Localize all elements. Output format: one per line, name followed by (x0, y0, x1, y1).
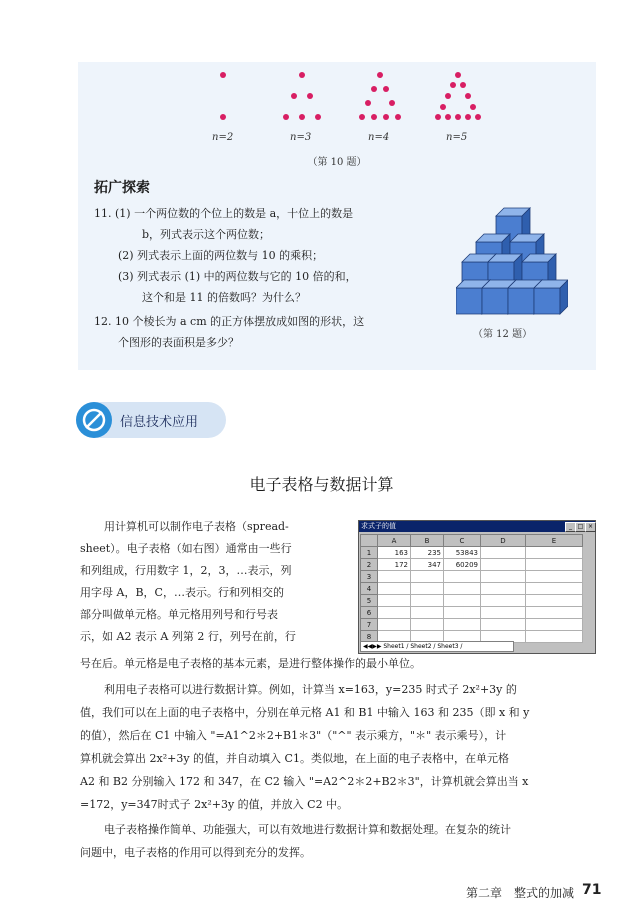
cell (411, 583, 444, 595)
text-line: 利用电子表格可以进行数据计算。例如，计算当 x=163，y=235 时式子 2x²+3y 的 (104, 683, 517, 696)
dot (395, 114, 401, 120)
close-icon: × (585, 522, 596, 532)
cell (526, 619, 583, 631)
dot (475, 114, 481, 120)
row-header: 5 (361, 595, 378, 607)
cell (444, 571, 481, 583)
dot (307, 93, 313, 99)
dot (460, 82, 466, 88)
dot (371, 86, 377, 92)
figure-10-caption: （第 10 题） (307, 157, 367, 168)
cell (526, 595, 583, 607)
figure-label: n=5 (446, 132, 468, 143)
text-line: 和列组成，行用数字 1，2，3，…表示，列 (80, 564, 292, 577)
cell (444, 595, 481, 607)
sheet-tabs: ◀◀▶▶ Sheet1 / Sheet2 / Sheet3 / (360, 641, 514, 652)
cell (526, 631, 583, 643)
dot (455, 72, 461, 78)
cell: 235 (411, 547, 444, 559)
dot (377, 72, 383, 78)
cell (444, 583, 481, 595)
text-line: 问题中，电子表格的作用可以得到充分的发挥。 (80, 846, 311, 859)
column-header: C (444, 535, 481, 547)
cell: 60209 (444, 559, 481, 571)
row-header: 6 (361, 607, 378, 619)
chapter-footer: 第二章 整式的加减 (466, 886, 575, 900)
figure-label: n=2 (212, 132, 234, 143)
text-line: 示，如 A2 表示 A 列第 2 行，列号在前，行 (80, 630, 296, 643)
cell (378, 571, 411, 583)
spreadsheet-figure (358, 520, 596, 654)
figure-label: n=4 (368, 132, 390, 143)
cell (378, 583, 411, 595)
figure-12-caption: （第 12 题） (473, 329, 533, 340)
dot (440, 104, 446, 110)
page-number: 71 (582, 882, 602, 898)
dot (450, 82, 456, 88)
cell: 163 (378, 547, 411, 559)
problem-line: 个图形的表面积是多少？ (118, 336, 239, 349)
explore-heading: 拓广探索 (94, 180, 150, 196)
corner-cell (361, 535, 378, 547)
maximize-icon: □ (575, 522, 586, 532)
dot (389, 100, 395, 106)
row-header: 1 (361, 547, 378, 559)
figure-label: n=3 (290, 132, 312, 143)
cell (481, 559, 526, 571)
cell (411, 571, 444, 583)
text-line: 用计算机可以制作电子表格（spread- (104, 520, 289, 533)
dot (371, 114, 377, 120)
problem-line: 这个和是 11 的倍数吗？为什么？ (142, 291, 306, 304)
dot (299, 114, 305, 120)
cell (526, 559, 583, 571)
text-line: 号在后。单元格是电子表格的基本元素，是进行整体操作的最小单位。 (80, 657, 421, 670)
column-header: D (481, 535, 526, 547)
dot (465, 93, 471, 99)
column-header: A (378, 535, 411, 547)
cell (378, 619, 411, 631)
dot (220, 72, 226, 78)
cell (411, 619, 444, 631)
cell (526, 583, 583, 595)
cell (526, 571, 583, 583)
cell (378, 607, 411, 619)
cell: 172 (378, 559, 411, 571)
spreadsheet-title: 求式子的值 (359, 521, 595, 532)
cell (526, 547, 583, 559)
text-line: 部分叫做单元格。单元格用列号和行号表 (80, 608, 278, 621)
cell (444, 607, 481, 619)
dot (365, 100, 371, 106)
text-line: A2 和 B2 分别输入 172 和 347，在 C2 输入 "=A2^2＊2+B2＊3"，计算机就会算出当 x (80, 775, 529, 788)
text-line: 电子表格操作简单、功能强大，可以有效地进行数据计算和数据处理。在复杂的统计 (104, 823, 511, 836)
dot (383, 114, 389, 120)
row-header: 8 (361, 631, 378, 643)
text-line: =172，y=347时式子 2x²+3y 的值，并放入 C2 中。 (80, 798, 349, 811)
dot (435, 114, 441, 120)
article-title: 电子表格与数据计算 (249, 475, 394, 494)
column-header: E (526, 535, 583, 547)
text-line: 用字母 A，B，C，…表示。行和列相交的 (80, 586, 284, 599)
text-line: sheet）。电子表格（如右图）通常由一些行 (80, 542, 292, 555)
exercise-box (78, 62, 596, 370)
cell (411, 607, 444, 619)
dot (445, 93, 451, 99)
text-line: 的值），然后在 C1 中输入 "=A1^2＊2+B1＊3"（"^" 表示乘方，"＊" 表示乘号），计 (80, 729, 507, 742)
section-badge-label: 信息技术应用 (120, 415, 199, 430)
dot (315, 114, 321, 120)
dot (283, 114, 289, 120)
row-header: 4 (361, 583, 378, 595)
text-line: 算机就会算出 2x²+3y 的值，并自动填入 C1。类似地，在上面的电子表格中，在单元格 (80, 752, 509, 765)
problem-line: 11. (1) 一个两位数的个位上的数是 a，十位上的数是 (94, 207, 354, 220)
info-tech-icon (76, 402, 112, 438)
dot (291, 93, 297, 99)
cell (481, 547, 526, 559)
dot (470, 104, 476, 110)
dot (465, 114, 471, 120)
row-header: 2 (361, 559, 378, 571)
dot (455, 114, 461, 120)
column-header: B (411, 535, 444, 547)
spreadsheet-grid (360, 534, 583, 643)
dot (445, 114, 451, 120)
text-line: 值，我们可以在上面的电子表格中，分别在单元格 A1 和 B1 中输入 163 和 235（即 x 和 y (80, 706, 530, 719)
dot (299, 72, 305, 78)
section-badge (76, 402, 226, 438)
problem-line: (2) 列式表示上面的两位数与 10 的乘积； (118, 249, 324, 262)
problem-line: b，列式表示这个两位数； (142, 228, 271, 241)
cell (481, 595, 526, 607)
problem-line: (3) 列式表示 (1) 中的两位数与它的 10 倍的和， (118, 270, 357, 283)
row-header: 7 (361, 619, 378, 631)
cell: 53843 (444, 547, 481, 559)
dot (220, 114, 226, 120)
cell (481, 571, 526, 583)
problem-line: 12. 10 个棱长为 a cm 的正方体摆放成如图的形状，这 (94, 315, 365, 328)
cell (481, 583, 526, 595)
dot (383, 86, 389, 92)
cell (411, 595, 444, 607)
cell (444, 619, 481, 631)
cell (526, 607, 583, 619)
cell: 347 (411, 559, 444, 571)
cell (481, 619, 526, 631)
row-header: 3 (361, 571, 378, 583)
dot (359, 114, 365, 120)
minimize-icon: _ (565, 522, 576, 532)
cell (481, 607, 526, 619)
cell (378, 595, 411, 607)
cube-stack-figure (456, 202, 568, 318)
